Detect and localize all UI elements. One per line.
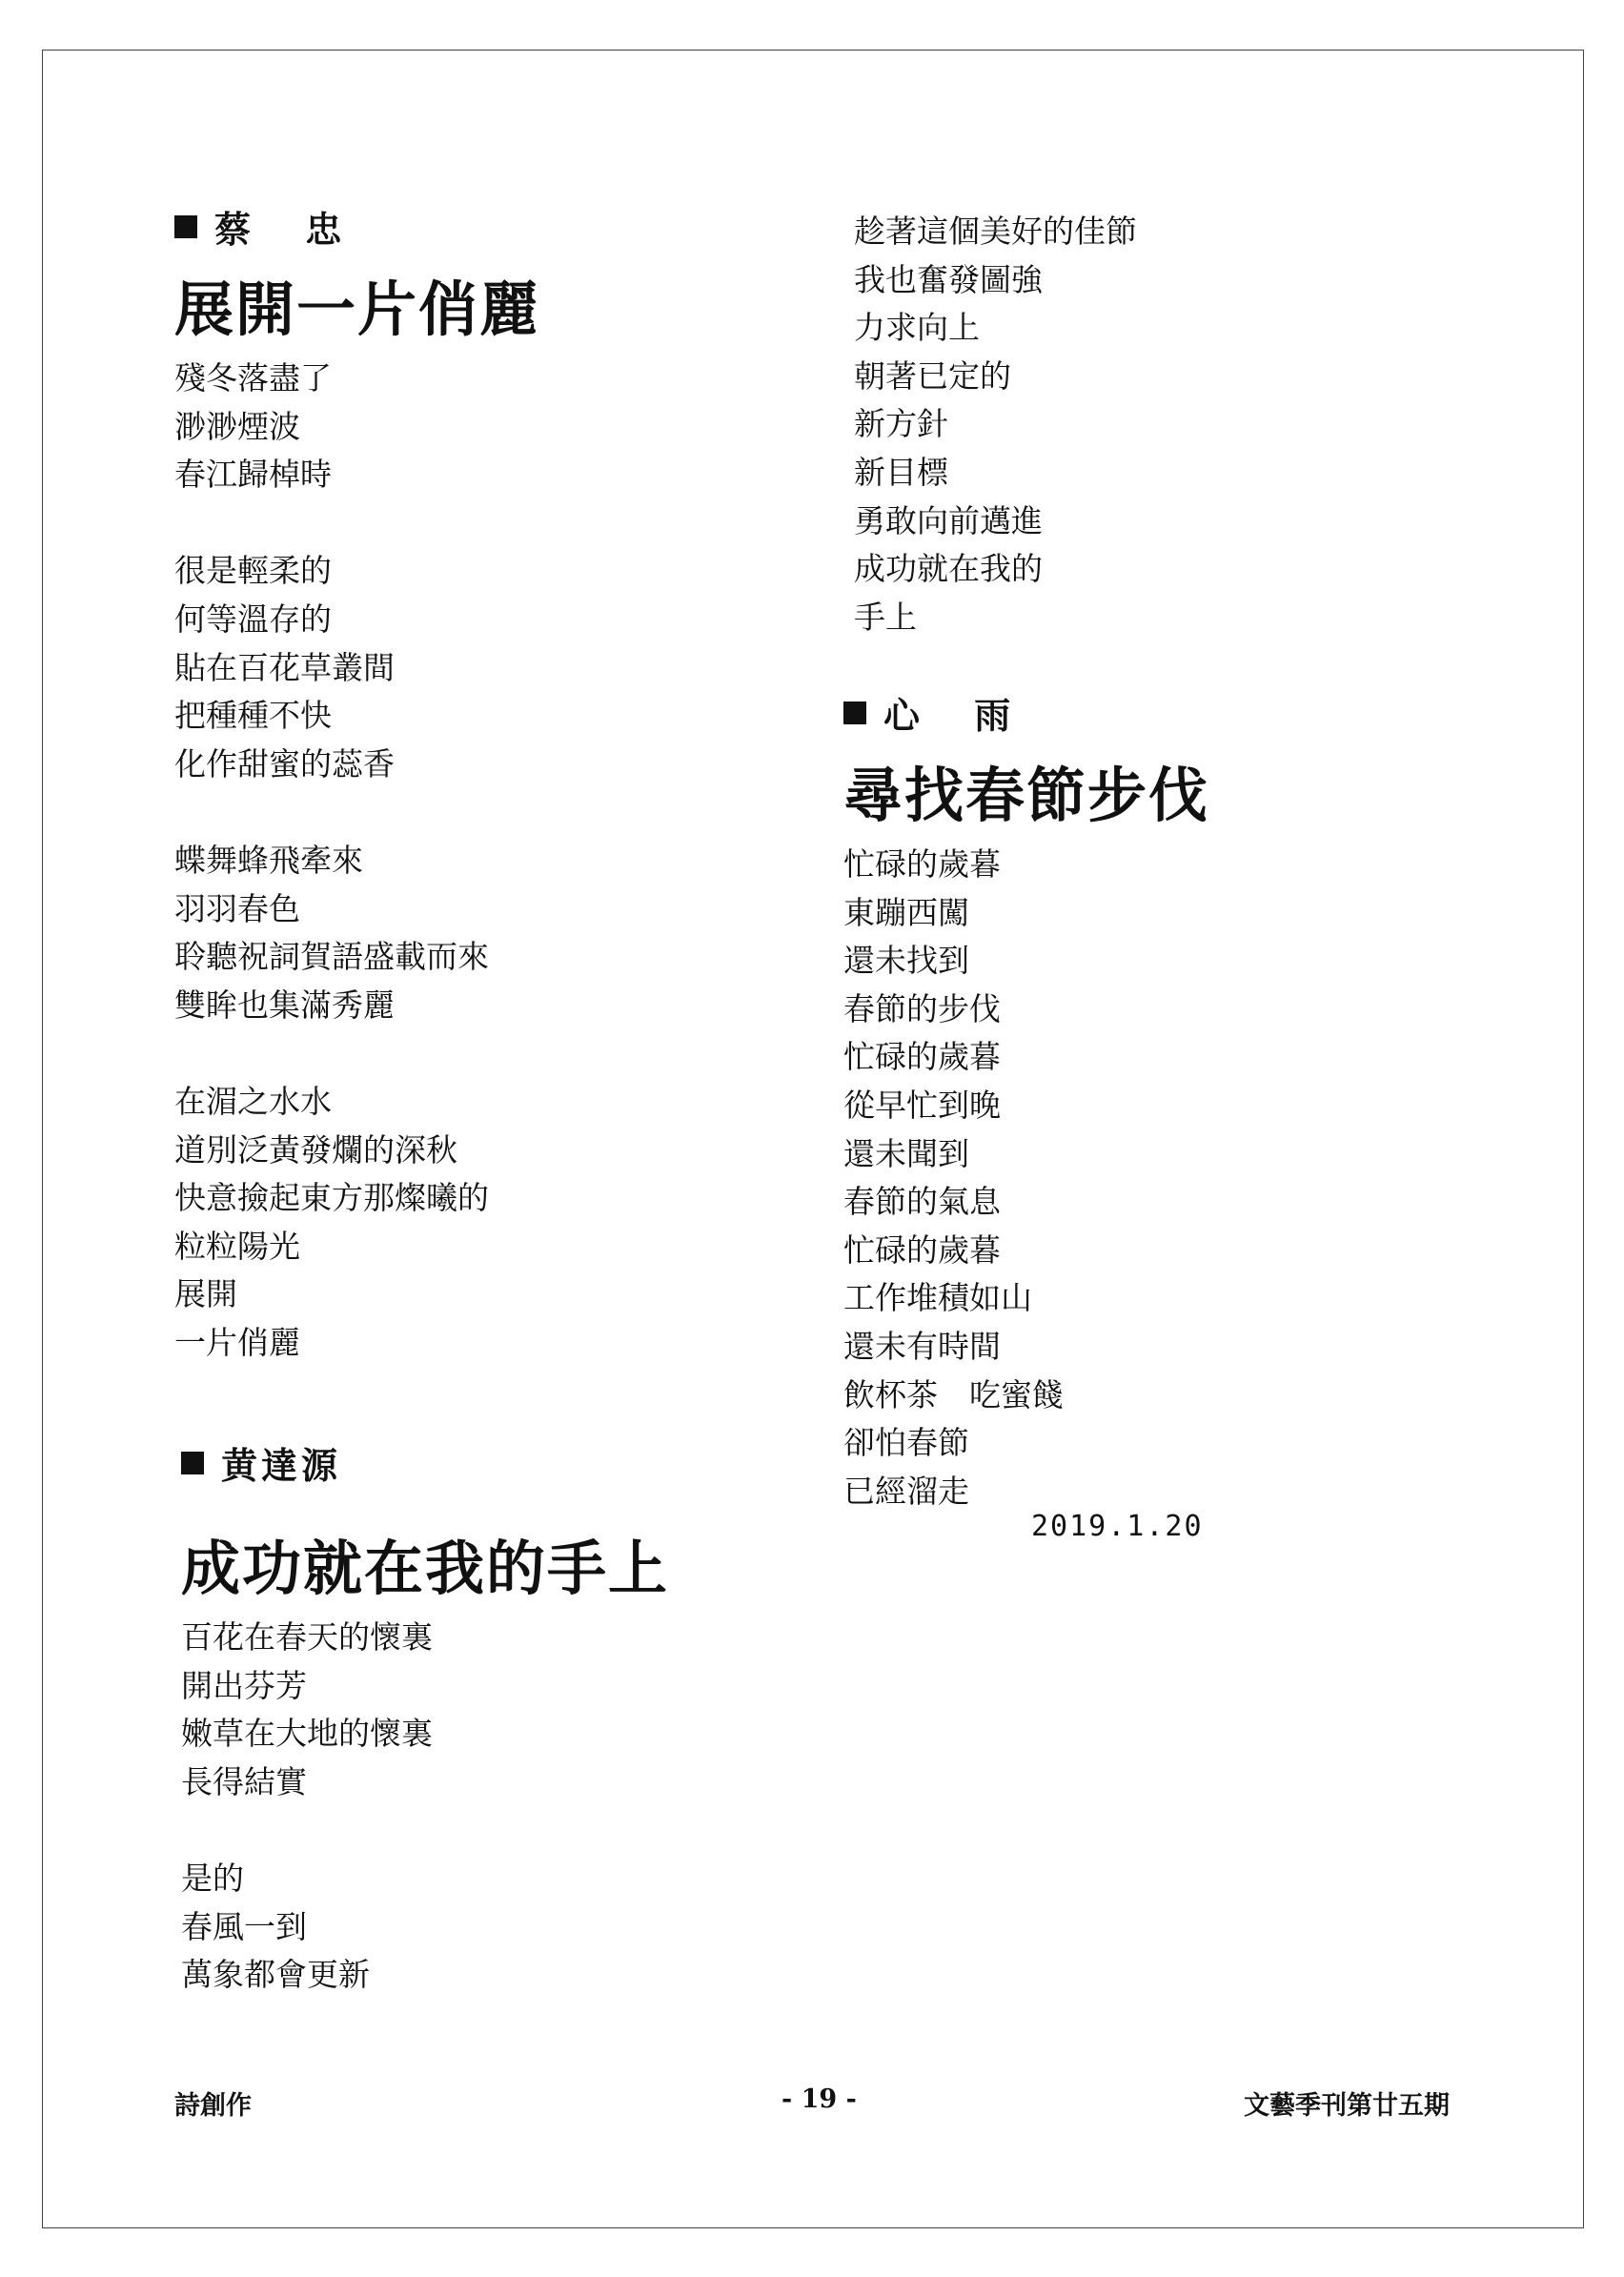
poem-2 — [181, 1436, 669, 2000]
poem-2-lines — [181, 1614, 669, 2000]
poem-1-author — [174, 200, 540, 253]
poem-line: 何等溫存的 — [174, 600, 332, 638]
poem-line: 羽羽春色 — [174, 889, 300, 927]
poem-line: 是的 — [181, 1859, 244, 1897]
footer-publication-name: 文藝季刊第廿五期 — [1244, 2091, 1450, 2121]
poem-line: 雙眸也集滿秀麗 — [174, 986, 395, 1024]
poem-line: 在湄之水水 — [174, 1082, 332, 1120]
poem-line: 百花在春天的懷裏 — [181, 1618, 433, 1656]
poem-line: 我也奮發圖強 — [854, 260, 1043, 298]
poem-line: 飲杯茶 吃蜜餞 — [843, 1375, 1064, 1413]
poem-1-author-name: 蔡 忠 — [214, 208, 363, 251]
poem-line: 還未聞到 — [843, 1134, 969, 1172]
poem-line: 萬象都會更新 — [181, 1956, 370, 1994]
poem-line: 力求向上 — [854, 309, 980, 347]
poem-3-author-name: 心 雨 — [883, 694, 1032, 737]
poem-line: 春江歸棹時 — [174, 456, 332, 494]
poem-3-lines — [843, 841, 1209, 1515]
poem-line: 貼在百花草叢間 — [174, 648, 395, 686]
footer-section-label: 詩創作 — [174, 2091, 252, 2121]
poem-line: 春節的氣息 — [843, 1183, 1001, 1221]
poem-line: 粒粒陽光 — [174, 1227, 300, 1265]
square-bullet-icon — [843, 701, 866, 724]
poem-line: 開出芬芳 — [181, 1666, 307, 1704]
poem-line: 嫩草在大地的懷裏 — [181, 1715, 433, 1753]
poem-line: 殘冬落盡了 — [174, 359, 332, 396]
poem-line: 朝著已定的 — [854, 356, 1011, 395]
poem-1-title: 展開一片俏麗 — [174, 274, 541, 344]
stanza-break — [174, 788, 540, 837]
poem-line: 蝶舞蜂飛牽來 — [174, 841, 363, 879]
poem-1-lines — [174, 355, 540, 1367]
stanza-break — [174, 499, 540, 548]
square-bullet-icon — [181, 1452, 204, 1474]
poem-line: 手上 — [854, 598, 917, 636]
poem-line: 聆聽祝詞賀語盛載而來 — [174, 938, 489, 976]
poem-line: 忙碌的歲暮 — [843, 845, 1001, 883]
poem-line: 快意撿起東方那燦曦的 — [174, 1179, 489, 1217]
poem-2-title: 成功就在我的手上 — [181, 1534, 670, 1603]
poem-line: 春節的步伐 — [843, 989, 1001, 1027]
poem-line: 勇敢向前邁進 — [854, 501, 1043, 539]
poem-line: 化作甜蜜的蕊香 — [174, 744, 395, 783]
poem-3 — [843, 686, 1209, 1515]
poem-line: 成功就在我的 — [854, 550, 1043, 588]
poem-3-title: 尋找春節步伐 — [843, 761, 1210, 830]
poem-line: 東蹦西闖 — [843, 893, 969, 931]
poem-line: 卻怕春節 — [843, 1424, 969, 1462]
poem-line: 新目標 — [854, 453, 948, 491]
poem-line: 忙碌的歲暮 — [843, 1038, 1001, 1076]
poem-2-author — [181, 1436, 669, 1489]
poem-line: 渺渺煙波 — [174, 407, 300, 445]
poem-line: 工作堆積如山 — [843, 1279, 1032, 1317]
poem-2-continued-lines — [854, 208, 1137, 641]
poem-line: 新方針 — [854, 405, 948, 443]
poem-line: 道別泛黃發爛的深秋 — [174, 1130, 457, 1169]
poem-line: 從早忙到晚 — [843, 1086, 1001, 1124]
stanza-break — [181, 1806, 669, 1855]
footer-page-number: - 19 - — [782, 2084, 857, 2114]
poem-line: 忙碌的歲暮 — [843, 1230, 1001, 1269]
poem-1 — [174, 200, 540, 1367]
square-bullet-icon — [174, 215, 197, 238]
poem-line: 春風一到 — [181, 1907, 307, 1945]
poem-line: 還未有時間 — [843, 1327, 1001, 1365]
poem-3-author — [843, 686, 1209, 739]
poem-line: 已經溜走 — [843, 1472, 969, 1510]
poem-line: 趁著這個美好的佳節 — [854, 213, 1137, 250]
poem-2-continued — [854, 208, 1137, 641]
poem-line: 把種種不快 — [174, 697, 332, 735]
poem-line: 長得結實 — [181, 1762, 307, 1800]
poem-line: 展開 — [174, 1275, 237, 1313]
poem-2-author-name: 黄達源 — [221, 1444, 342, 1487]
poem-line: 一片俏麗 — [174, 1323, 300, 1361]
poem-3-date: 2019.1.20 — [1031, 1510, 1204, 1543]
poem-line: 很是輕柔的 — [174, 552, 332, 590]
stanza-break — [174, 1029, 540, 1078]
poem-line: 還未找到 — [843, 942, 969, 980]
